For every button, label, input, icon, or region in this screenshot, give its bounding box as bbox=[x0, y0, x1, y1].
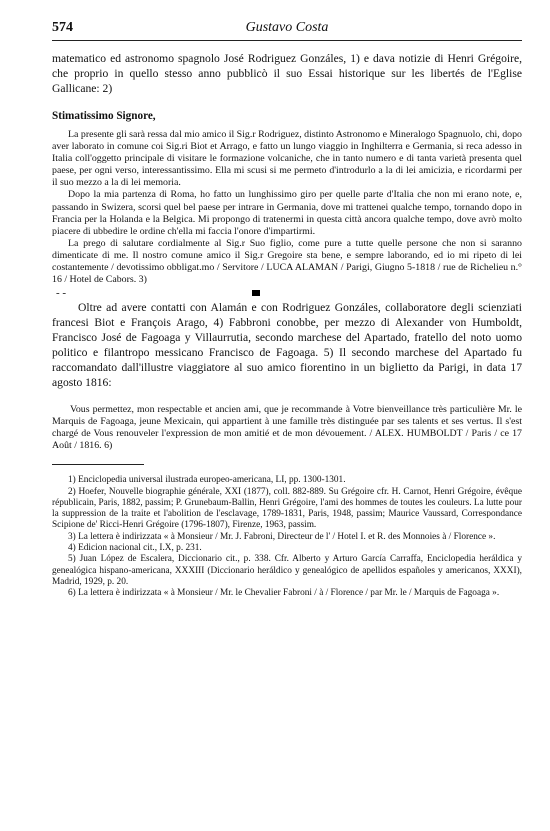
body-paragraph: Oltre ad avere contatti con Alamán e con Rodriguez Gonzáles, collaboratore degli scienziati francesi Biot e François Arago, 4) Fabbroni conobbe, per mezzo di Alexander von Humboldt, Francisco José de Fagoaga y Villaurrutia, secondo marchese del Apartado, fratello del noto uomo politico e filantropo messicano Francisco de Fagoaga. 5) Il secondo marchese del Apartado fu raccomandato dall'illustre viaggiatore al suo amico fiorentino in un biglietto da Parigi, in data 17 agosto 1816: bbox=[52, 301, 522, 390]
footnote: 5) Juan López de Escalera, Diccionario cit., p. 338. Cfr. Alberto y Arturo García Carraffa, Enciclopedia heráldica y genealógica hispano-americana, XXXIII (Diccionario heráldico y genealógico de apellidos españoles y americanos, XXXI), Madrid, 1929, p. 20. bbox=[52, 554, 522, 587]
footnote: 4) Edicion nacional cit., I.X, p. 231. bbox=[68, 543, 202, 553]
footnote: 3) La lettera è indirizzata « à Monsieur / Mr. J. Fabroni, Directeur de l' / Hotel I. et R. des Monnoies à / Florence ». bbox=[68, 531, 496, 542]
footnote: 1) Enciclopedia universal ilustrada europeo-americana, LI, pp. 1300-1301. bbox=[68, 475, 346, 486]
footnote-rule bbox=[52, 464, 144, 465]
letter-salutation: Stimatissimo Signore, bbox=[52, 110, 156, 122]
humboldt-quote: Vous permettez, mon respectable et ancien ami, que je recommande à Votre bienveillance très particulière Mr. le Marquis de Fagoaga, jeune Mexicain, qui appartient à une famille très distinguée par ses talents et ses vertus. Il s'est chargé de Vous renouveler l'expression de mon amitié et de mon dévouement. / ALEX. HUMBOLDT / Paris / ce 17 Août / 1816. 6) bbox=[52, 404, 522, 452]
page-number: 574 bbox=[52, 20, 73, 35]
alaman-letter bbox=[52, 129, 522, 286]
running-header bbox=[52, 20, 522, 38]
footnote: 6) La lettera è indirizzata « à Monsieur / Mr. le Chevalier Fabroni / à / Florence / par Mr. le / Marquis de Fagoaga ». bbox=[68, 588, 500, 599]
running-head-title: Gustavo Costa bbox=[245, 20, 329, 35]
intro-paragraph: matematico ed astronomo spagnolo José Rodriguez Gonzáles, 1) e dava notizie di Henri Grégoire, che proprio in quello stesso anno pubblicò il suo Essai historique sur les libertés de l'Eglise Gallicane: 2) bbox=[52, 52, 522, 95]
footnote: 2) Hoefer, Nouvelle biographie générale, XXI (1877), coll. 882-889. Su Grégoire cfr. H. Carnot, Henri Grégoire, évêque républicain, Paris, 1882, passim; P. Grunebaum-Ballin, Henri Grégoire, l'ami des hommes de toutes les couleurs. La lutte pour la suppression de la traite et l'abolition de l'esclavage, 1789-1831, Paris, 1948, passim; Maurice Vaussard, Correspondance Scipione de' Ricci-Henri Grégoire (1796-1807), Firenze, 1963, passim. bbox=[52, 486, 522, 531]
letter-paragraph: La presente gli sarà ressa dal mio amico il Sig.r Rodriguez, distinto Astronomo e Mineralogo Spagnuolo, chi, dopo aver laborato in comune coi Sig.ri Biot et Arrago, e fatto un lungo viaggio in Inghilterra e Germania, si reca adesso in Italia coll'oggetto principale di visitare le formazione volcaniche, che in tanto numero e di tanta varietà presenta quel paese, per ogni verso, interessantissimo. Ella mi scusi si me permeto d'introdurlo a la di lei amicizia, e ricordarmi per il suo mezzo a la di lei memoria. bbox=[52, 129, 522, 189]
ink-mark bbox=[252, 290, 260, 296]
letter-paragraph: Dopo la mia partenza di Roma, ho fatto un lunghissimo giro per quelle parte d'Italia che non mi erano note, e, passando in Swizera, scorsi quel bel paese per intrare in Germania, dove mi trattenei qualche tempo, tornando dopo in Francia per la Holanda e la Belgica. Mi propongo di tratenermi in questa città ancora qualche tempo, dove avrò molto piacere di ubbedire le ordine ch'ella mi faccia l'onore d'impartirmi. bbox=[52, 189, 522, 237]
header-rule bbox=[52, 40, 522, 41]
separator-marks: - - bbox=[56, 287, 67, 300]
section-separator bbox=[52, 286, 522, 300]
footnotes bbox=[52, 475, 522, 599]
letter-paragraph: La prego di salutare cordialmente al Sig.r Suo figlio, come pure a tutte quelle persone che non si saranno dimenticate di me. Il nostro comune amico il Sig.r Gregoire sta bene, e sempre laborando, ed io mi ripeto di lei costantemente / devotissimo obbligat.mo / Servitore / LUCA ALAMAN / Parigi, Giugno 5-1818 / rue de Richelieu n.° 16 / Hotel de Cabors. 3) bbox=[52, 237, 522, 286]
page bbox=[52, 20, 522, 599]
